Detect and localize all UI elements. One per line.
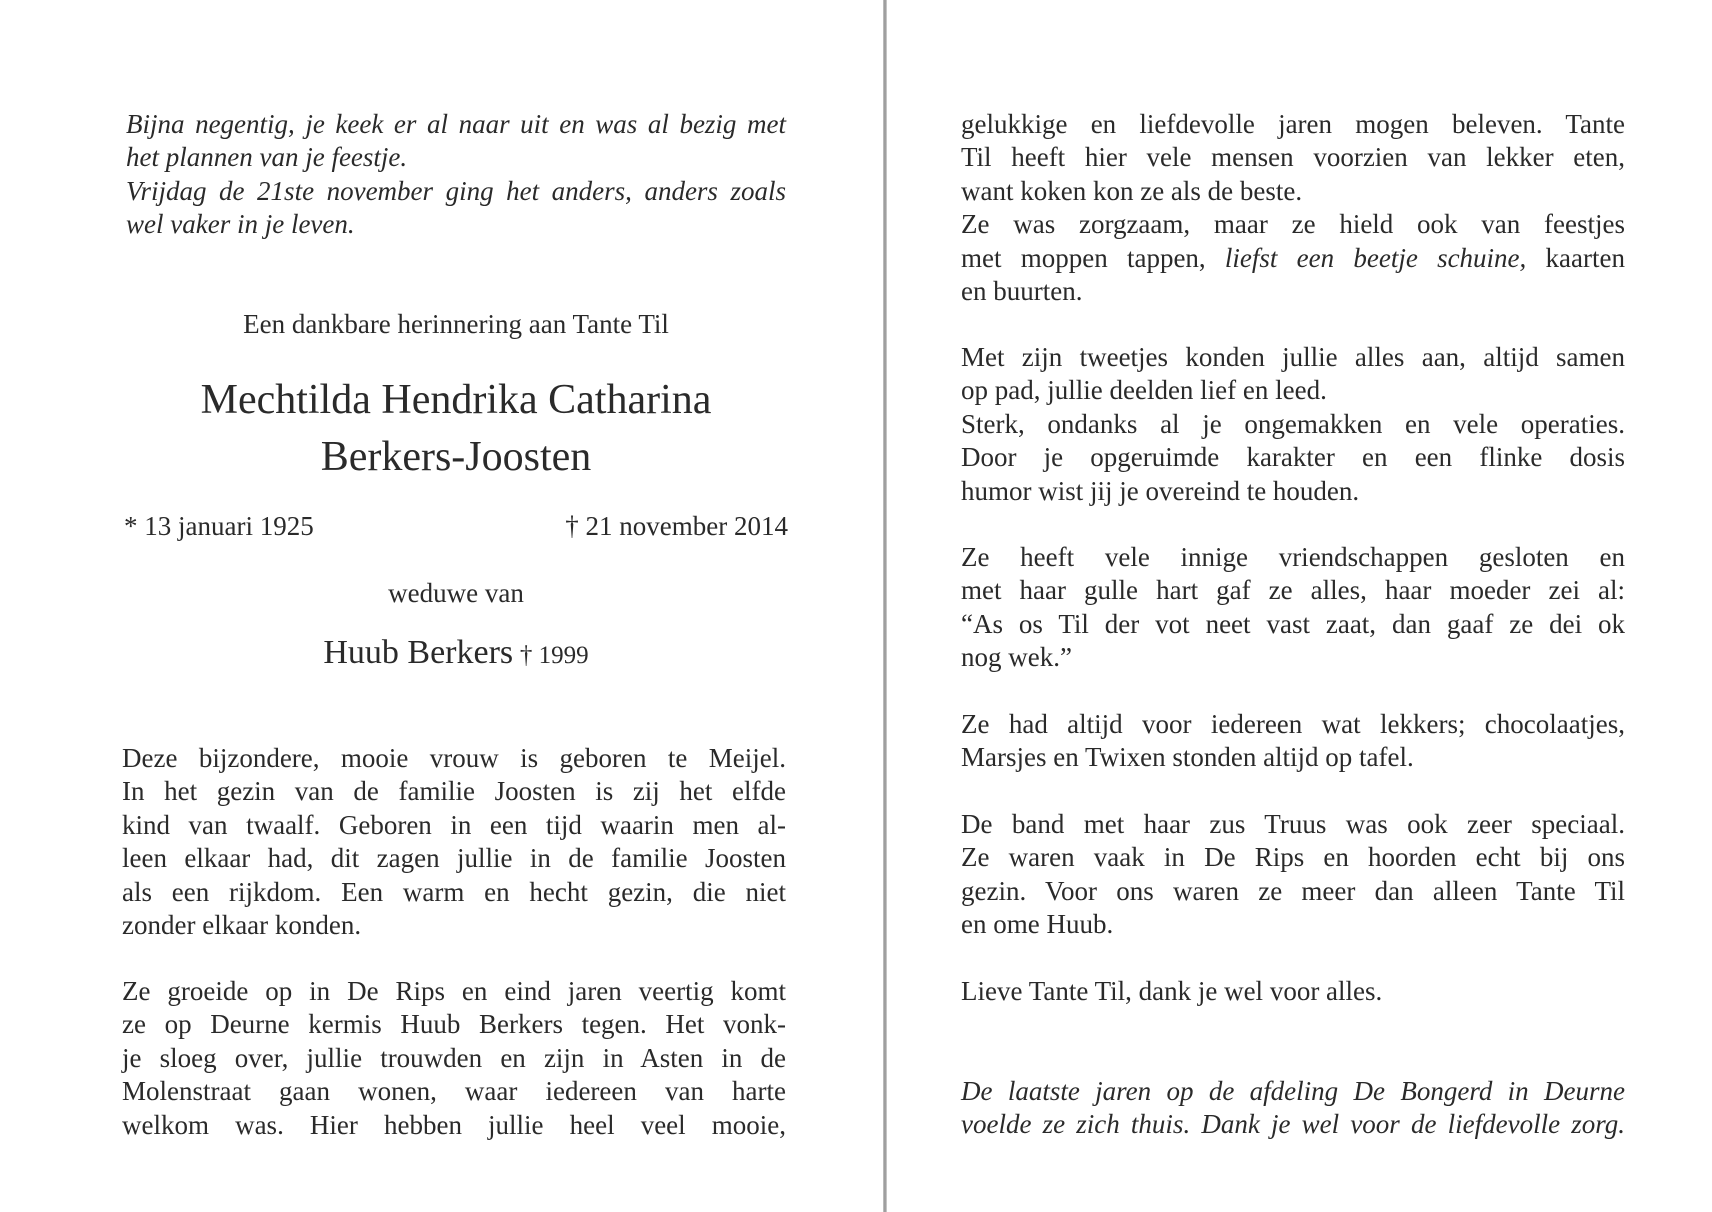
paragraph-line: Til heeft hier vele mensen voorzien van lekker eten, [961,142,1625,173]
text-run: met moppen tappen, [961,242,1225,273]
paragraph-line: ze op Deurne kermis Huub Berkers tegen. Het vonk- [122,1009,786,1040]
intro-line: wel vaker in je leven. [126,209,355,240]
birth-date: * 13 januari 1925 [124,511,314,541]
intro-line: Vrijdag de 21ste november ging het anders, anders zoals [126,175,786,206]
paragraph-line: De band met haar zus Truus was ook zeer speciaal. [961,809,1625,839]
paragraph-line: Sterk, ondanks al je ongemakken en vele operaties. [961,408,1625,439]
paragraph-line: nog wek.” [961,642,1072,673]
remembrance-line: Een dankbare herinnering aan Tante Til [243,309,669,339]
spouse-death-year: † 1999 [519,642,589,669]
paragraph-line: op pad, jullie deelden lief en leed. [961,375,1327,406]
right-paragraph-1 [961,108,1625,308]
closing-line: Lieve Tante Til, dank je wel voor alles. [961,976,1383,1006]
paragraph-line: Met zijn tweetjes konden jullie alles aan, altijd samen [961,342,1625,372]
paragraph-line: In het gezin van de familie Joosten is zij het elfde [122,776,786,807]
paragraph-line: want koken kon ze als de beste. [961,175,1303,206]
spouse-name: Huub Berkers [323,634,514,671]
paragraph-line-mixed [961,242,1625,275]
paragraph-line: welkom was. Hier hebben jullie heel veel mooie, [122,1109,786,1140]
widow-of-label: weduwe van [388,578,524,608]
paragraph-line: en ome Huub. [961,909,1114,940]
italic-text-run: liefst een beetje schuine, [1224,242,1527,273]
deceased-name [126,372,786,486]
paragraph-line: Ze was zorgzaam, maar ze hield ook van feestjes [961,209,1625,240]
name-line-2: Berkers-Joosten [320,434,592,480]
paragraph-line: Ze groeide op in De Rips en eind jaren veertig komt [122,976,786,1006]
paragraph-line: gezin. Voor ons waren ze meer dan alleen Tante Til [961,875,1625,906]
death-date: † 21 november 2014 [565,511,788,541]
right-paragraph-4 [961,708,1625,775]
paragraph-line: “As os Til der vot neet vast zaat, dan gaaf ze dei ok [961,608,1625,639]
paragraph-line: leen elkaar had, dit zagen jullie in de familie Joosten [122,843,786,874]
footer-line: De laatste jaren op de afdeling De Bongerd in Deurne [961,1076,1625,1106]
paragraph-line: Molenstraat gaan wonen, waar iedereen van harte [122,1076,786,1107]
paragraph-line: Door je opgeruimde karakter en een flinke dosis [961,442,1625,473]
paragraph-line: kind van twaalf. Geboren in een tijd waarin men al- [122,809,786,840]
paragraph-line: als een rijkdom. Een warm en hecht gezin, die niet [122,876,786,907]
right-paragraph-2 [961,341,1625,508]
right-paragraph-3 [961,541,1625,675]
biography-paragraph-1 [122,742,786,942]
right-page [887,0,1712,1212]
paragraph-line: Ze waren vaak in De Rips en hoorden echt bij ons [961,842,1625,873]
intro-line: het plannen van je feestje. [126,142,408,173]
paragraph-line: Marsjes en Twixen stonden altijd op tafel. [961,742,1414,773]
name-line-1: Mechtilda Hendrika Catharina [200,377,712,423]
paragraph-line: Ze heeft vele innige vriendschappen gesloten en [961,542,1625,572]
intro-poem [126,108,786,242]
intro-line: Bijna negentig, je keek er al naar uit en was al bezig met [126,109,786,139]
paragraph-line: Deze bijzondere, mooie vrouw is geboren te Meijel. [122,743,786,773]
biography-paragraph-2 [122,975,786,1142]
paragraph-line: met haar gulle hart gaf ze alles, haar moeder zei al: [961,575,1625,606]
life-dates [124,510,788,543]
paragraph-line: je sloeg over, jullie trouwden en zijn in Asten in de [122,1042,786,1073]
paragraph-line: zonder elkaar konden. [122,910,362,941]
paragraph-line: humor wist jij je overeind te houden. [961,475,1360,506]
spouse [126,636,786,672]
paragraph-line: en buurten. [961,276,1083,307]
text-run: kaarten [1526,242,1625,273]
right-paragraph-5 [961,808,1625,942]
paragraph-line: Ze had altijd voor iedereen wat lekkers; chocolaatjes, [961,709,1625,739]
paragraph-line: gelukkige en liefdevolle jaren mogen beleven. Tante [961,109,1625,139]
footer-note [961,1075,1625,1142]
footer-line: voelde ze zich thuis. Dank je wel voor de liefdevolle zorg. [961,1109,1625,1140]
